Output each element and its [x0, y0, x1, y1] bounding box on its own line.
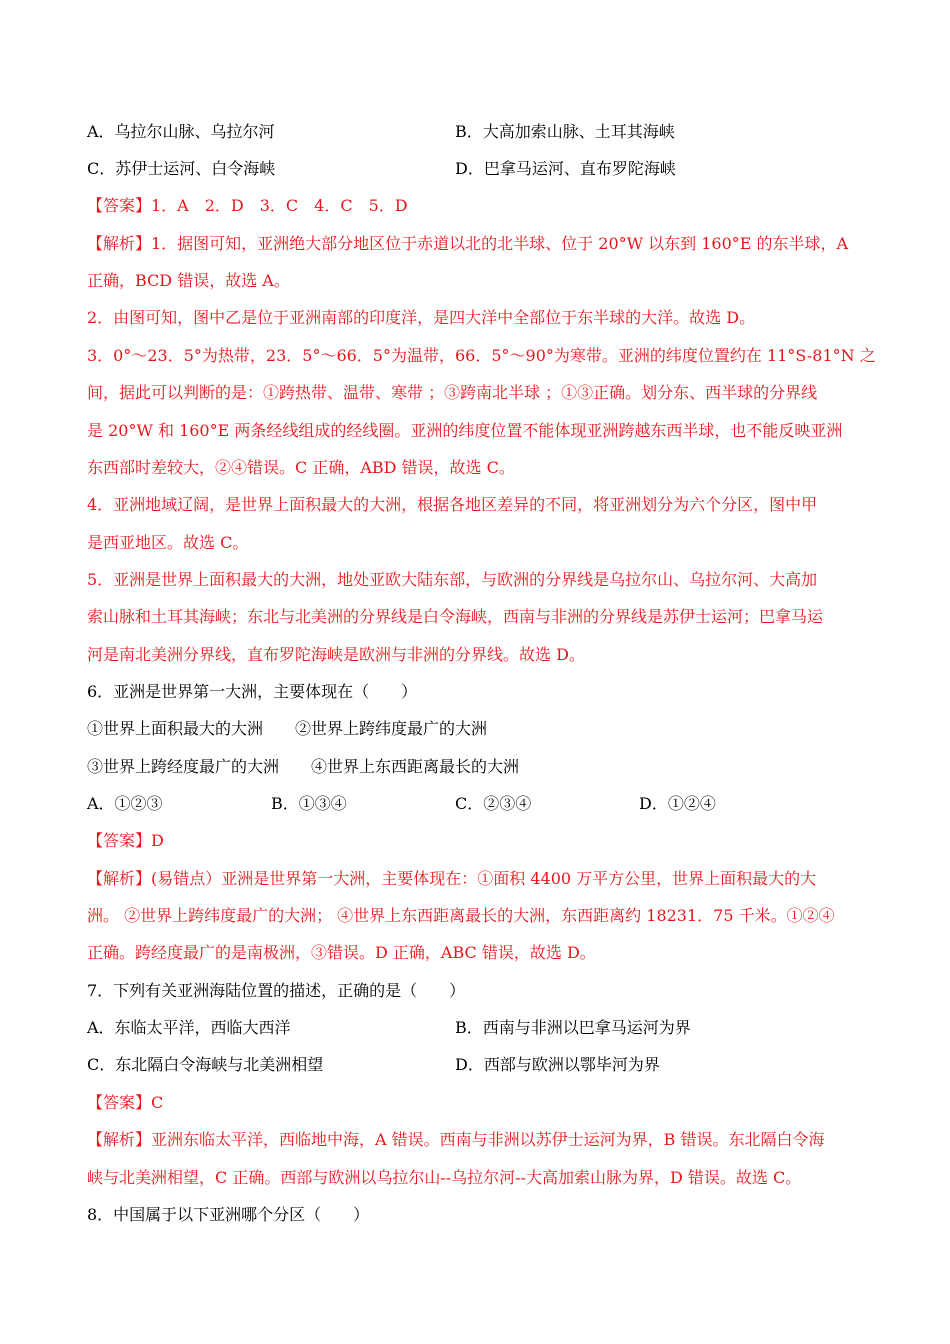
q6-option-d: D．①②④: [639, 794, 716, 813]
q5-option-b: B．大高加索山脉、土耳其海峡: [455, 122, 675, 141]
q6-analysis-line-3: 正确。跨经度最广的是南极洲，③错误。D 正确，ABC 错误，故选 D。: [87, 943, 596, 962]
q7-answer: 【答案】C: [87, 1093, 164, 1112]
q7-option-a: A．东临太平洋，西临大西洋: [87, 1018, 291, 1037]
analysis-5-line-3: 河是南北美洲分界线，直布罗陀海峡是欧洲与非洲的分界线。故选 D。: [87, 645, 585, 664]
q8-stem: 8．中国属于以下亚洲哪个分区（ ）: [87, 1205, 370, 1224]
q5-option-d: D．巴拿马运河、直布罗陀海峡: [455, 159, 676, 178]
q6-answer: 【答案】D: [87, 831, 164, 850]
q6-analysis-line-2: 洲。 ②世界上跨纬度最广的大洲； ④世界上东西距离最长的大洲，东西距离约 18231．75 千米。①②④: [87, 906, 835, 925]
q6-analysis-line-1: 【解析】(易错点）亚洲是世界第一大洲，主要体现在：①面积 4400 万平方公里，世界上面积最大的大: [87, 869, 817, 888]
answers-1-5: 【答案】1．A 2．D 3．C 4．C 5．D: [87, 196, 408, 215]
q7-analysis-line-2: 峡与北美洲相望，C 正确。西部与欧洲以乌拉尔山--乌拉尔河--大高加索山脉为界，D 错误。故选 C。: [87, 1168, 802, 1187]
analysis-1-line-1: 【解析】1．据图可知，亚洲绝大部分地区位于赤道以北的北半球、位于 20°W 以东到 160°E 的东半球，A: [87, 234, 849, 253]
analysis-3-line-3: 是 20°W 和 160°E 两条经线组成的经线圈。亚洲的纬度位置不能体现亚洲跨越东西半球，也不能反映亚洲: [87, 421, 843, 440]
q7-option-c: C．东北隔白令海峡与北美洲相望: [87, 1055, 324, 1074]
analysis-3-line-4: 东西部时差较大，②④错误。C 正确，ABD 错误，故选 C。: [87, 458, 515, 477]
q7-option-b: B．西南与非洲以巴拿马运河为界: [455, 1018, 691, 1037]
q6-option-c: C．②③④: [455, 794, 532, 813]
q5-option-c: C．苏伊士运河、白令海峡: [87, 159, 276, 178]
q7-option-d: D．西部与欧洲以鄂毕河为界: [455, 1055, 660, 1074]
analysis-4-line-2: 是西亚地区。故选 C。: [87, 533, 249, 552]
q6-stem: 6．亚洲是世界第一大洲，主要体现在（ ）: [87, 682, 418, 701]
q6-items-2: ③世界上跨经度最广的大洲 ④世界上东西距离最长的大洲: [87, 757, 520, 776]
analysis-5-line-1: 5．亚洲是世界上面积最大的大洲，地处亚欧大陆东部，与欧洲的分界线是乌拉尔山、乌拉尔河、大高加: [87, 570, 818, 589]
analysis-5-line-2: 索山脉和土耳其海峡；东北与北美洲的分界线是白令海峡，西南与非洲的分界线是苏伊士运河；巴拿马运: [87, 607, 824, 626]
q5-option-a: A．乌拉尔山脉、乌拉尔河: [87, 122, 275, 141]
q7-stem: 7．下列有关亚洲海陆位置的描述，正确的是（ ）: [87, 981, 466, 1000]
analysis-3-line-1: 3．0°～23．5°为热带，23．5°～66．5°为温带，66．5°～90°为寒带。亚洲的纬度位置约在 11°S-81°N 之: [87, 346, 876, 365]
q6-items-1: ①世界上面积最大的大洲 ②世界上跨纬度最广的大洲: [87, 719, 488, 738]
analysis-1-line-2: 正确，BCD 错误，故选 A。: [87, 271, 290, 290]
analysis-2-line-1: 2．由图可知，图中乙是位于亚洲南部的印度洋，是四大洋中全部位于东半球的大洋。故选 D。: [87, 308, 756, 327]
q6-option-a: A．①②③: [87, 794, 163, 813]
q6-option-b: B．①③④: [271, 794, 347, 813]
analysis-3-line-2: 间，据此可以判断的是：①跨热带、温带、寒带 ；③跨南北半球 ；①③正确。划分东、西半球的分界线: [87, 383, 818, 402]
analysis-4-line-1: 4．亚洲地域辽阔，是世界上面积最大的大洲，根据各地区差异的不同，将亚洲划分为六个分区，图中甲: [87, 495, 818, 514]
q7-analysis-line-1: 【解析】亚洲东临太平洋，西临地中海，A 错误。西南与非洲以苏伊士运河为界，B 错误。东北隔白令海: [87, 1130, 825, 1149]
